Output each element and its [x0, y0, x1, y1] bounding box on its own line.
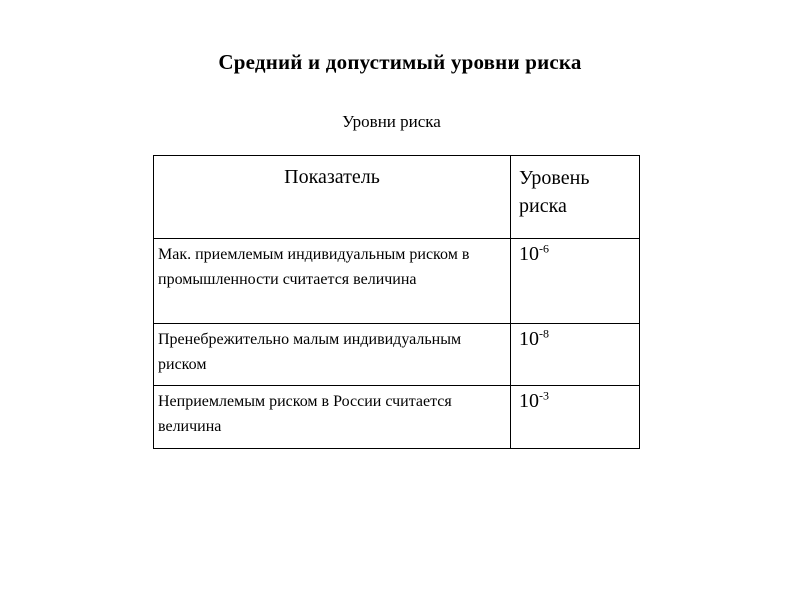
table-header-row [154, 156, 640, 239]
risk-value-base: 10 [519, 390, 540, 412]
risk-value-exponent: -6 [539, 241, 550, 256]
table-row [154, 239, 640, 324]
risk-levels-table [153, 155, 640, 449]
table-caption: Уровни риска [342, 112, 441, 131]
risk-value-cell [511, 239, 640, 324]
header-risk-level: Уровень риска [511, 156, 640, 239]
indicator-cell: Мак. приемлемым индивидуальным риском в промышленности считается величина [154, 239, 511, 324]
risk-value-base: 10 [519, 243, 540, 265]
risk-value-cell [511, 324, 640, 386]
page-title: Средний и допустимый уровни риска [218, 50, 582, 74]
risk-value-base: 10 [519, 328, 540, 350]
indicator-cell: Неприемлемым риском в России считается величина [154, 386, 511, 449]
risk-value-exponent: -8 [539, 326, 550, 341]
risk-value-cell [511, 386, 640, 449]
indicator-cell: Пренебрежительно малым индивидуальным риском [154, 324, 511, 386]
header-indicator: Показатель [154, 156, 511, 239]
table-row [154, 324, 640, 386]
risk-value-exponent: -3 [539, 388, 550, 403]
table-row [154, 386, 640, 449]
